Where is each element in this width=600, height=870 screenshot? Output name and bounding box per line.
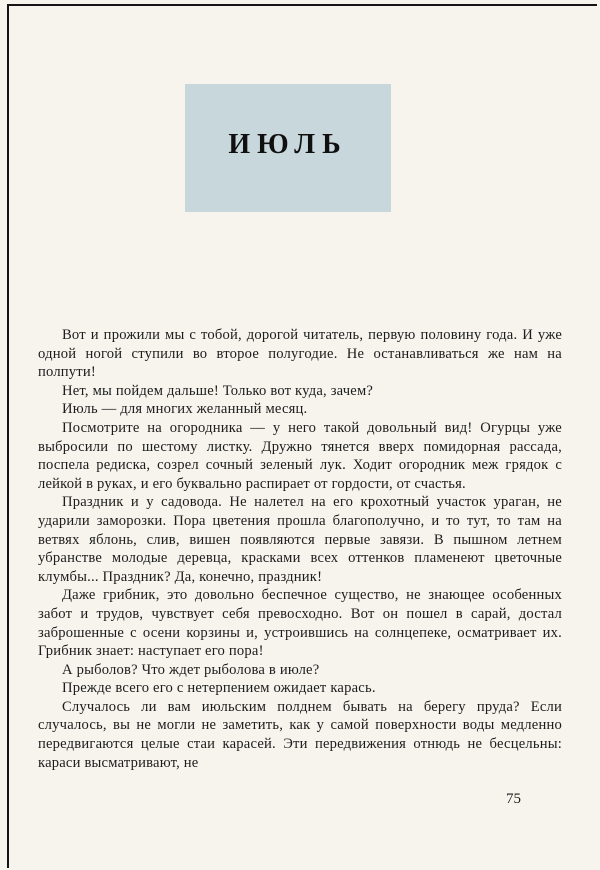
page-number: 75 <box>506 791 521 807</box>
paragraph: Даже грибник, это довольно беспечное существо, не знающее особенных забот и трудов, чувствует себя превосходно. Вот он пошел в сарай, достал заброшенные с осени корзины и, устроившись на солнцепеке, осматривает их. Грибник знает: наступает его пора! <box>38 587 562 660</box>
page-border-left <box>7 4 9 868</box>
chapter-title: ИЮЛЬ <box>228 129 348 160</box>
paragraph: Июль — для многих желанный месяц. <box>62 401 308 418</box>
paragraph: А рыболов? Что ждет рыболова в июле? <box>62 661 320 678</box>
body-text <box>38 326 562 772</box>
paragraph: Нет, мы пойдем дальше! Только вот куда, зачем? <box>62 382 374 399</box>
chapter-title-box <box>185 84 391 212</box>
page-border-top <box>8 4 597 6</box>
paragraph: Праздник и у садовода. Не налетел на его крохотный участок ураган, не ударили заморозки. Пора цветения прошла благополучно, и то тут, то там на ветвях яблонь, слив, вишен появляются первые завязи. В пышном летнем убранстве молодые деревца, красками всех оттенков пламенеют цветочные клумбы... Праздник? Да, конечно, праздник! <box>38 494 562 585</box>
paragraph: Вот и прожили мы с тобой, дорогой читатель, первую половину года. И уже одной ногой ступили во второе полугодие. Не останавливаться же нам на полпути! <box>38 327 562 381</box>
paragraph: Посмотрите на огородника — у него такой довольный вид! Огурцы уже выбросили по шестому листку. Дружно тянется вверх помидорная рассада, поспела редиска, созрел сочный зеленый лук. Ходит огородник меж грядок с лейкой в руках, и его буквально распирает от гордости, от счастья. <box>38 419 562 492</box>
paragraph: Случалось ли вам июльским полднем бывать на берегу пруда? Если случалось, вы не могли не заметить, как у самой поверхности воды медленно передвигаются целые стаи карасей. Эти передвижения отнюдь не бесцельны: караси высматривают, не <box>38 698 562 771</box>
paragraph: Прежде всего его с нетерпением ожидает карась. <box>62 680 376 697</box>
